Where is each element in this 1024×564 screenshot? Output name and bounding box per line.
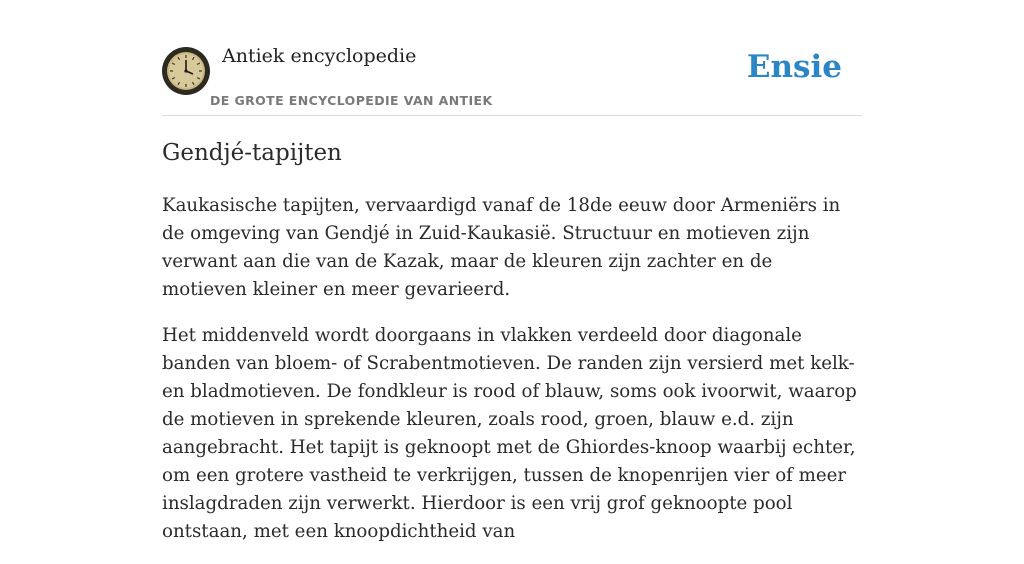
- article-body: [162, 192, 862, 564]
- article-paragraph-2: Het middenveld wordt doorgaans in vlakken verdeeld door diagonale banden van bloem- of Scrabentmotieven. De randen zijn versierd met kelk- en bladmotieven. De fondkleur is rood of blauw, soms ook ivoorwit, waarop de motieven in sprekende kleuren, zoals rood, groen, blauw e.d. zijn aangebracht. Het tapijt is geknoopt met de Ghiordes-knoop waarbij echter, om een grotere vastheid te verkrijgen, tussen de knopenrijen vier of meer inslagdraden zijn verwerkt. Hierdoor is een vrij grof geknoopte pool ontstaan, met een knoopdichtheid van: [162, 325, 857, 542]
- article-title: Gendjé-tapijten: [162, 140, 342, 166]
- brand-logo-link[interactable]: Ensie: [746, 49, 842, 85]
- site-title[interactable]: Antiek encyclopedie: [222, 45, 417, 67]
- article-paragraph-1: Kaukasische tapijten, vervaardigd vanaf de 18de eeuw door Armeniërs in de omgeving van Gendjé in Zuid-Kaukasië. Structuur en motieven zijn verwant aan die van de Kazak, maar de kleuren zijn zachter en de motieven kleiner en meer gevarieerd.: [162, 195, 841, 300]
- site-subtitle: DE GROTE ENCYCLOPEDIE VAN ANTIEK: [210, 93, 493, 108]
- header-divider: [162, 115, 862, 116]
- antique-clock-icon[interactable]: [162, 47, 210, 95]
